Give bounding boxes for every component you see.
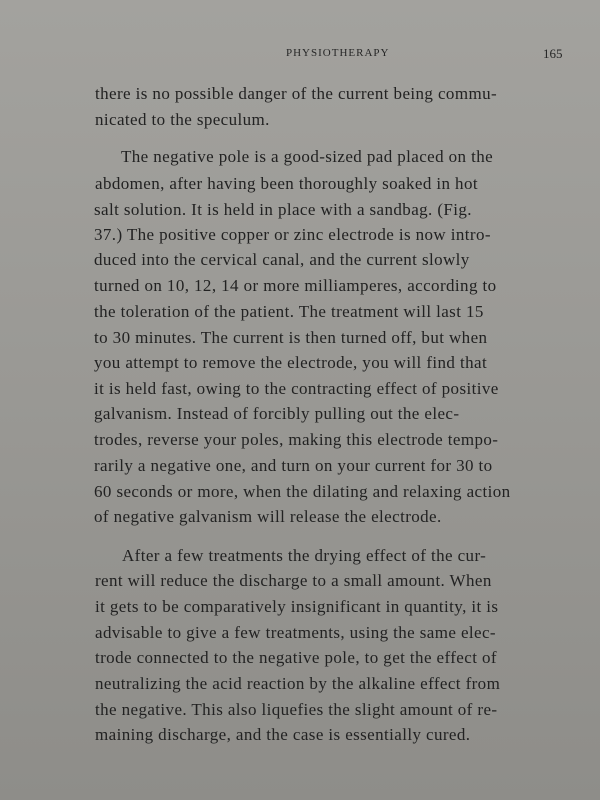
text-line: After a few treatments the drying effect of the cur- [122, 546, 487, 565]
text-line: there is no possible danger of the current being commu- [95, 84, 498, 103]
text-line: duced into the cervical canal, and the current slowly [94, 250, 470, 269]
text-line: trodes, reverse your poles, making this electrode tempo- [94, 430, 499, 449]
text-line: rent will reduce the discharge to a small amount. When [95, 571, 492, 590]
running-title: PHYSIOTHERAPY [286, 47, 390, 59]
text-line: trode connected to the negative pole, to get the effect of [95, 648, 497, 667]
text-line: turned on 10, 12, 14 or more milliamperes, according to [94, 276, 497, 295]
text-line: neutralizing the acid reaction by the alkaline effect from [95, 674, 501, 693]
text-line: 37.) The positive copper or zinc electrode is now intro- [94, 225, 491, 244]
text-line: galvanism. Instead of forcibly pulling out the elec- [94, 404, 460, 423]
text-line: rarily a negative one, and turn on your current for 30 to [94, 456, 493, 475]
text-line: to 30 minutes. The current is then turned off, but when [94, 328, 488, 347]
text-line: of negative galvanism will release the electrode. [94, 507, 442, 526]
text-line: abdomen, after having been thoroughly soaked in hot [95, 174, 478, 193]
text-line: nicated to the speculum. [95, 110, 270, 129]
text-line: maining discharge, and the case is essentially cured. [95, 725, 471, 744]
text-line: The negative pole is a good-sized pad placed on the [121, 147, 494, 166]
text-line: the toleration of the patient. The treatment will last 15 [94, 302, 484, 321]
text-line: it gets to be comparatively insignificant in quantity, it is [95, 597, 499, 616]
page-number: 165 [543, 46, 563, 61]
text-line: the negative. This also liquefies the slight amount of re- [95, 700, 498, 719]
text-line: you attempt to remove the electrode, you will find that [94, 353, 488, 372]
text-line: it is held fast, owing to the contracting effect of positive [94, 379, 499, 398]
text-line: advisable to give a few treatments, using the same elec- [95, 623, 496, 642]
text-line: 60 seconds or more, when the dilating and relaxing action [94, 482, 511, 501]
text-line: salt solution. It is held in place with a sandbag. (Fig. [94, 200, 472, 219]
